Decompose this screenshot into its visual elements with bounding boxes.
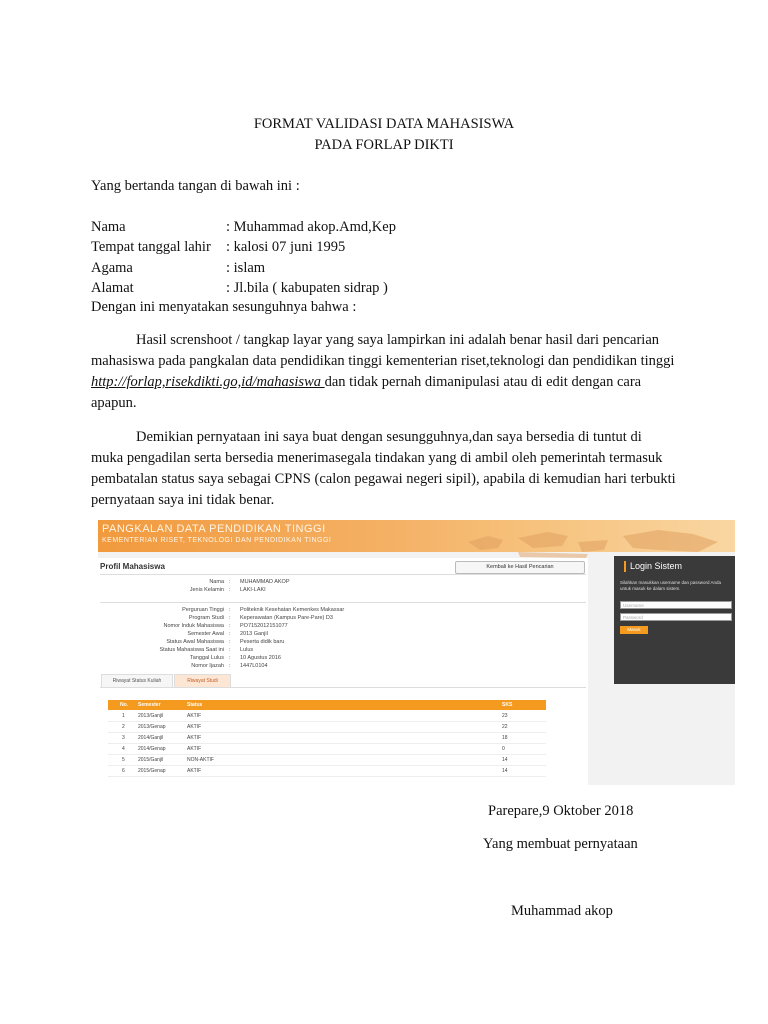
table-cell: 23 (502, 713, 508, 719)
paragraph-1-text-a: Hasil screnshoot / tangkap layar yang saya lampirkan ini adalah benar hasil dari pencarian mahasiswa pada pangkalan data pendidikan tinggi kementerian riset,teknologi dan pendidikan tinggi (91, 332, 675, 369)
forlap-link[interactable]: http://forlap,risekdikti.go,id/mahasiswa (91, 374, 325, 390)
profile-field-label: Nomor Induk Mahasiswa (163, 623, 224, 629)
table-header-sks: SKS (502, 702, 513, 708)
colon: : (229, 655, 231, 661)
table-cell: AKTIF (187, 724, 202, 730)
table-row (108, 711, 546, 722)
table-cell: 2015/Ganjil (138, 757, 164, 763)
table-row (108, 755, 546, 766)
profile-field-value: PO7152012151077 (240, 623, 288, 629)
paragraph-1 (91, 330, 677, 414)
colon: : (229, 631, 231, 637)
login-description: Silahkan masukkan username dan password Anda untuk masuk ke dalam sistem. (620, 580, 722, 591)
profile-field-label: Status Awal Mahasiswa (166, 639, 224, 645)
profile-field-label: Perguruan Tinggi (182, 607, 224, 613)
table-cell: 2013/Ganjil (138, 713, 164, 719)
field-label-nama: Nama (91, 219, 126, 235)
profile-field-label: Program Studi (188, 615, 224, 621)
colon: : (229, 639, 231, 645)
table-cell: 18 (502, 735, 508, 741)
intro-text: Yang bertanda tangan di bawah ini : (91, 178, 300, 194)
table-row (108, 766, 546, 777)
table-cell: AKTIF (187, 746, 202, 752)
profile-field-value: Politeknik Kesehatan Kemenkes Makassar (240, 607, 345, 613)
status-table-header (108, 700, 546, 710)
login-title: Login Sistem (624, 561, 682, 572)
table-cell: AKTIF (187, 735, 202, 741)
table-cell: 3 (122, 735, 125, 741)
divider (100, 602, 586, 603)
colon: : (229, 587, 231, 593)
statement-intro: Dengan ini menyatakan sesunguhnya bahwa : (91, 299, 357, 315)
table-cell: 2014/Ganjil (138, 735, 164, 741)
table-cell: 22 (502, 724, 508, 730)
paragraph-1-text-b: dan tidak pernah dimanipulasi atau di edit dengan cara apapun. (91, 374, 642, 411)
field-value-nama: : Muhammad akop.Amd,Kep (226, 219, 396, 235)
profile-title: Profil Mahasiswa (100, 562, 165, 571)
table-cell: 4 (122, 746, 125, 752)
colon: : (229, 647, 231, 653)
divider (100, 687, 586, 688)
login-panel (614, 556, 735, 684)
table-cell: 6 (122, 768, 125, 774)
table-cell: 2 (122, 724, 125, 730)
paragraph-2: Demikian pernyataan ini saya buat dengan sesungguhnya,dan saya bersedia di tuntut di muka pengadilan serta bersedia menerimasegala tindakan yang di ambil oleh pemerintah termasuk pembatalan status saya sebagai CPNS (calon pegawai negeri sipil), apabila di kemudian hari terbukti pernyataan saya ini tidak benar. (91, 429, 676, 508)
profile-field-label: Status Mahasiswa Saat ini (159, 647, 224, 653)
tab-riwayat-studi[interactable]: Riwayat Studi (174, 674, 231, 687)
table-cell: 14 (502, 768, 508, 774)
profile-field-label: Nama (209, 579, 224, 585)
table-cell: 2014/Genap (138, 746, 166, 752)
signer-name: Muhammad akop (511, 903, 613, 919)
field-label-alamat: Alamat (91, 280, 134, 296)
back-to-results-button[interactable]: Kembali ke Hasil Pencarian (455, 561, 585, 574)
table-row (108, 744, 546, 755)
table-cell: AKTIF (187, 768, 202, 774)
table-cell: 14 (502, 757, 508, 763)
profile-field-value: MUHAMMAD AKOP (240, 579, 290, 585)
table-row (108, 722, 546, 733)
field-value-agama: : islam (226, 260, 266, 276)
table-header-semester: Semester (138, 702, 161, 708)
banner-title: PANGKALAN DATA PENDIDIKAN TINGGI (102, 523, 326, 535)
table-cell: 0 (502, 746, 505, 752)
letter-title-line2: PADA FORLAP DIKTI (314, 137, 454, 153)
profile-field-label: Jenis Kelamin (189, 587, 224, 593)
colon: : (229, 579, 231, 585)
password-input[interactable]: Password (620, 613, 732, 621)
field-label-agama: Agama (91, 260, 133, 276)
table-cell: AKTIF (187, 713, 202, 719)
profile-field-value: Peserta didik baru (240, 639, 285, 645)
login-button[interactable]: Masuk (620, 626, 648, 634)
table-header-no: No. (120, 702, 129, 708)
divider (100, 574, 586, 575)
profile-field-value: 1447L0104 (240, 663, 268, 669)
colon: : (229, 663, 231, 669)
letter-title-line1: FORMAT VALIDASI DATA MAHASISWA (253, 116, 515, 132)
colon: : (229, 623, 231, 629)
field-value-ttl: : kalosi 07 juni 1995 (226, 239, 346, 255)
profile-field-value: LAKI-LAKI (240, 587, 266, 593)
banner-subtitle: KEMENTERIAN RISET, TEKNOLOGI DAN PENDIDIKAN TINGGI (102, 537, 332, 544)
forlap-screenshot (98, 520, 735, 785)
profile-field-value: 10 Agustus 2016 (240, 655, 281, 661)
field-value-alamat: : Jl.bila ( kabupaten sidrap ) (226, 280, 388, 296)
profile-field-label: Nomor Ijazah (191, 663, 224, 669)
field-label-ttl: Tempat tanggal lahir (91, 239, 211, 255)
colon: : (229, 615, 231, 621)
profile-field-value: Lulus (240, 647, 254, 653)
table-cell: NON-AKTIF (187, 757, 214, 763)
colon: : (229, 607, 231, 613)
table-cell: 5 (122, 757, 125, 763)
tab-riwayat-status-kuliah[interactable]: Riwayat Status Kuliah (101, 674, 173, 687)
place-date: Parepare,9 Oktober 2018 (488, 803, 634, 819)
table-cell: 1 (122, 713, 125, 719)
profile-field-value: 2013 Ganjil (240, 631, 268, 637)
profile-field-value: Keperawatan (Kampus Pare-Pare) D3 (240, 615, 333, 621)
profile-field-label: Tanggal Lulus (190, 655, 224, 661)
signer-title: Yang membuat pernyataan (483, 836, 638, 852)
table-row (108, 733, 546, 744)
table-cell: 2013/Genap (138, 724, 166, 730)
table-header-status: Status (187, 702, 203, 708)
table-cell: 2015/Genap (138, 768, 166, 774)
username-input[interactable]: Username (620, 601, 732, 609)
profile-field-label: Semester Awal (187, 631, 224, 637)
